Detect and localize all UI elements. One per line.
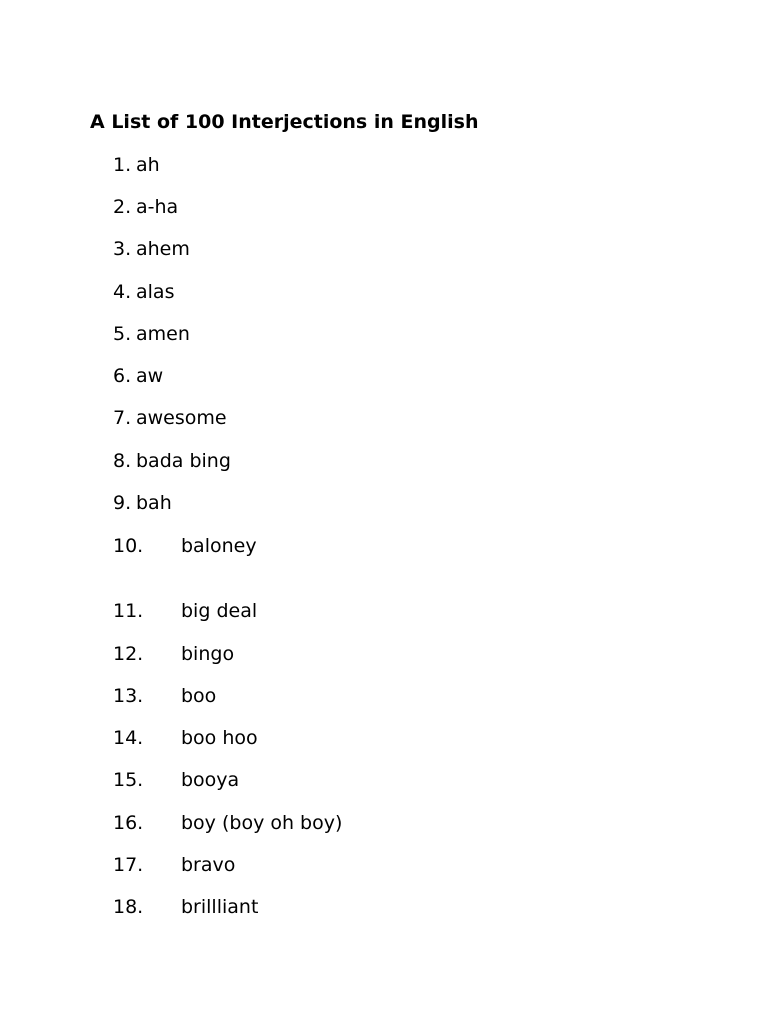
list-item xyxy=(113,237,190,261)
list-item-text: big deal xyxy=(181,600,258,622)
list-item-number: 13. xyxy=(113,685,144,707)
list-item-text: baloney xyxy=(181,535,257,557)
list-item-number: 14. xyxy=(113,727,144,749)
list-item-text: boo hoo xyxy=(181,727,258,749)
list-item xyxy=(113,195,178,219)
list-item-text: aw xyxy=(136,365,164,387)
list-item xyxy=(113,322,190,346)
list-item-text: brillliant xyxy=(181,896,259,918)
list-item-number: 9. xyxy=(113,492,132,514)
list-item xyxy=(113,599,257,623)
list-item xyxy=(113,406,227,430)
list-item-text: boo xyxy=(181,685,217,707)
list-item xyxy=(113,642,234,666)
list-item xyxy=(113,534,257,558)
list-item xyxy=(113,449,231,473)
list-item-text: ah xyxy=(136,154,160,176)
list-item-number: 7. xyxy=(113,407,132,429)
list-item-number: 11. xyxy=(113,600,144,622)
list-item-text: boy (boy oh boy) xyxy=(181,812,343,834)
list-item-number: 6. xyxy=(113,365,132,387)
list-item xyxy=(113,895,258,919)
list-item-number: 15. xyxy=(113,769,144,791)
list-item xyxy=(113,491,172,515)
list-item-text: awesome xyxy=(136,407,227,429)
list-item-text: ahem xyxy=(136,238,190,260)
list-item xyxy=(113,684,216,708)
list-item xyxy=(113,811,342,835)
list-item-number: 18. xyxy=(113,896,144,918)
list-item xyxy=(113,153,160,177)
list-item-number: 4. xyxy=(113,281,132,303)
list-item-number: 17. xyxy=(113,854,144,876)
list-item-text: bingo xyxy=(181,643,235,665)
list-item-number: 3. xyxy=(113,238,132,260)
list-item-text: bah xyxy=(136,492,172,514)
list-item xyxy=(113,364,163,388)
document-title: A List of 100 Interjections in English xyxy=(90,111,479,133)
list-item-text: booya xyxy=(181,769,240,791)
list-item-number: 12. xyxy=(113,643,144,665)
list-item-text: a-ha xyxy=(136,196,179,218)
list-item-number: 5. xyxy=(113,323,132,345)
list-item xyxy=(113,726,258,750)
list-item-number: 1. xyxy=(113,154,132,176)
list-item-text: bravo xyxy=(181,854,236,876)
list-item-text: bada bing xyxy=(136,450,231,472)
list-item-number: 10. xyxy=(113,535,144,557)
list-item-number: 2. xyxy=(113,196,132,218)
list-item xyxy=(113,280,174,304)
list-item-text: amen xyxy=(136,323,190,345)
list-item-text: alas xyxy=(136,281,175,303)
list-item-number: 16. xyxy=(113,812,144,834)
list-item xyxy=(113,768,239,792)
list-item-number: 8. xyxy=(113,450,132,472)
list-item xyxy=(113,853,235,877)
